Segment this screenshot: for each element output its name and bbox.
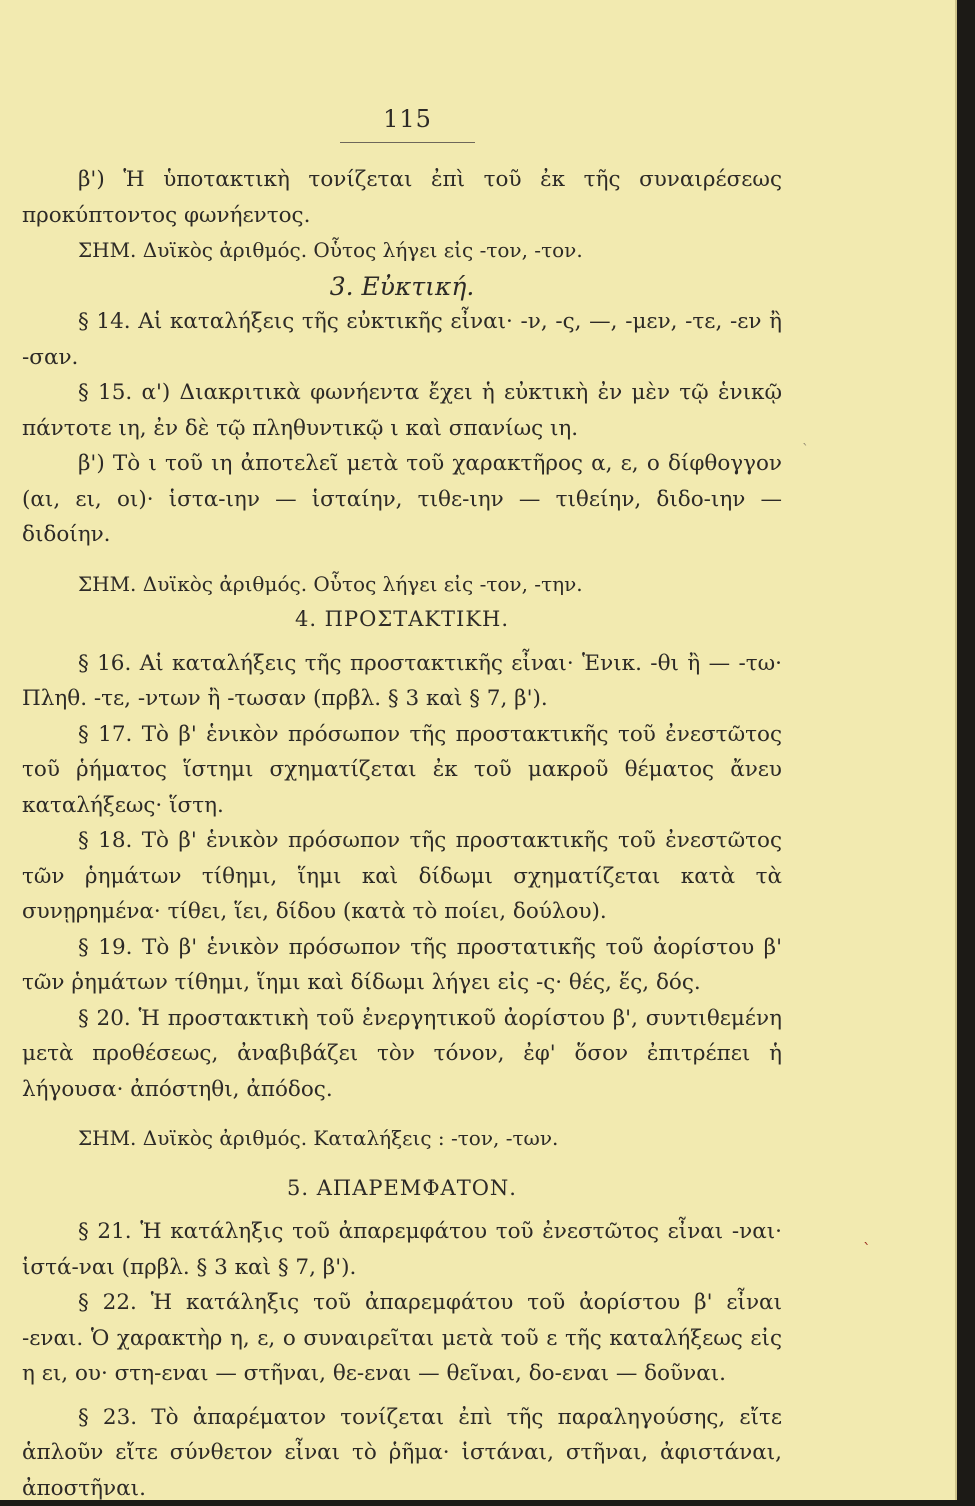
page-number-rule <box>340 142 475 143</box>
paragraph-22: § 22. Ἡ κατάληξις τοῦ ἀπαρεμφάτου τοῦ ἀορίστου β' εἶναι -εναι. Ὁ χαρακτὴρ η, ε, ο συναιρεῖται μετὰ τοῦ ε τῆς καταλήξεως εἰς η ει, ου· στη-εναι — στῆναι, θε-εναι — θεῖναι, δο-εναι — δοῦναι. <box>22 1285 782 1392</box>
heading-imperative: 4. ΠΡΟΣΤΑΚΤΙΚΗ. <box>22 602 782 638</box>
heading-infinitive: 5. ΑΠΑΡΕΜΦΑΤΟΝ. <box>22 1171 782 1207</box>
note-dual-subjunctive: ΣΗΜ. Δυϊκὸς ἀριθμός. Οὗτος λήγει εἰς -τον, -τον. <box>22 233 782 269</box>
paragraph-15-beta: β') Τὸ ι τοῦ ιη ἀποτελεῖ μετὰ τοῦ χαρακτῆρος α, ε, ο δίφθογγον (αι, ει, οι)· ἱστα-ιην — ἱσταίην, τιθε-ιην — τιθείην, διδο-ιην — διδοίην. <box>22 446 782 553</box>
note-dual-optative: ΣΗΜ. Δυϊκὸς ἀριθμός. Οὗτος λήγει εἰς -τον, -την. <box>22 567 782 603</box>
note-dual-imperative: ΣΗΜ. Δυϊκὸς ἀριθμός. Καταλήξεις : -τον, -των. <box>22 1121 782 1157</box>
paragraph-20: § 20. Ἡ προστακτικὴ τοῦ ἐνεργητικοῦ ἀορίστου β', συντιθεμένη μετὰ προθέσεως, ἀναβιβάζει τὸν τόνον, ἐφ' ὅσον ἐπιτρέπει ἡ λήγουσα· ἀπόστηθι, ἀπόδος. <box>22 1001 782 1108</box>
paragraph-19: § 19. Τὸ β' ἑνικὸν πρόσωπον τῆς προστατικῆς τοῦ ἀορίστου β' τῶν ῥημάτων τίθημι, ἵημι καὶ δίδωμι λήγει εἰς -ς· θές, ἕς, δός. <box>22 930 782 1001</box>
paragraph-21: § 21. Ἡ κατάληξις τοῦ ἀπαρεμφάτου τοῦ ἐνεστῶτος εἶναι -ναι· ἱστά-ναι (πρβλ. § 3 καὶ § 7, β'). <box>22 1214 782 1285</box>
paragraph-18: § 18. Τὸ β' ἑνικὸν πρόσωπον τῆς προστακτικῆς τοῦ ἐνεστῶτος τῶν ῥημάτων τίθημι, ἵημι καὶ δίδωμι σχηματίζεται κατὰ τὰ συνῃρημένα· τίθει, ἵει, δίδου (κατὰ τὸ ποίει, δούλου). <box>22 823 782 930</box>
paragraph-14: § 14. Αἱ καταλήξεις τῆς εὐκτικῆς εἶναι· -ν, -ς, —, -μεν, -τε, -εν ἢ -σαν. <box>22 304 782 375</box>
page-number: 115 <box>340 105 475 133</box>
page-text <box>22 162 782 1506</box>
paragraph-23: § 23. Τὸ ἀπαρέματον τονίζεται ἐπὶ τῆς παραληγούσης, εἴτε ἁπλοῦν εἴτε σύνθετον εἶναι τὸ ῥῆμα· ἱστάναι, στῆναι, ἀφιστάναι, ἀποστῆναι. <box>22 1400 782 1506</box>
margin-red-mark: ˋ <box>863 1240 871 1259</box>
paragraph-17: § 17. Τὸ β' ἑνικὸν πρόσωπον τῆς προστακτικῆς τοῦ ἐνεστῶτος τοῦ ῥήματος ἵστημι σχηματίζεται ἐκ τοῦ μακροῦ θέματος ἄνευ καταλήξεως· ἵστη. <box>22 717 782 824</box>
paragraph-beta-subjunctive: β') Ἡ ὑποτακτικὴ τονίζεται ἐπὶ τοῦ ἐκ τῆς συναιρέσεως προκύπτοντος φωνήεντος. <box>22 162 782 233</box>
paragraph-15: § 15. α') Διακριτικὰ φωνήεντα ἔχει ἡ εὐκτικὴ ἐν μὲν τῷ ἑνικῷ πάντοτε ιη, ἐν δὲ τῷ πληθυντικῷ ι καὶ σπανίως ιη. <box>22 375 782 446</box>
heading-optative: 3. Εὐκτική. <box>22 269 782 305</box>
paragraph-16: § 16. Αἱ καταλήξεις τῆς προστακτικῆς εἶναι· Ἑνικ. -θι ἢ — -τω· Πληθ. -τε, -ντων ἢ -τωσαν (πρβλ. § 3 καὶ § 7, β'). <box>22 646 782 717</box>
margin-speck: ˋ <box>802 442 809 458</box>
